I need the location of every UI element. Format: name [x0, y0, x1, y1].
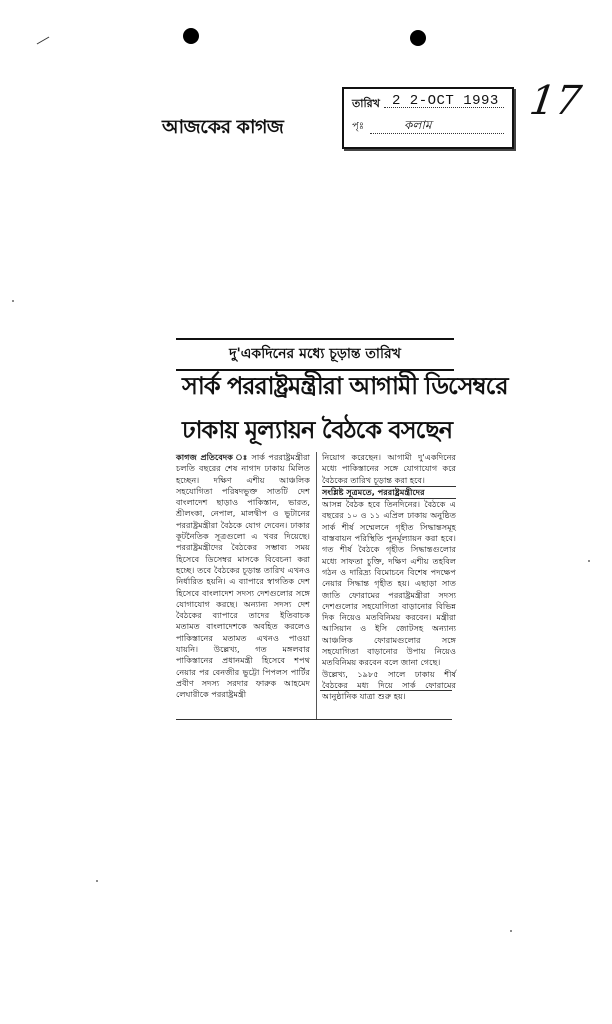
column-divider	[316, 452, 317, 720]
article-byline: কাগজ প্রতিবেদক ঃ	[176, 452, 249, 462]
article-column-2	[322, 452, 456, 702]
stamp-date-label: তারিখ	[352, 97, 380, 110]
pen-mark	[37, 37, 50, 45]
punch-hole-left	[183, 28, 199, 44]
article-kicker: দু'একদিনের মধ্যে চূড়ান্ত তারিখ	[176, 338, 454, 371]
stamp-column-label: কলাম	[404, 118, 432, 132]
stamp-page-label: পৃঃ	[352, 121, 365, 132]
punch-hole-right	[410, 30, 426, 46]
article-headline-line-2: ঢাকায় মূল্যায়ন বৈঠকে বসছেন	[182, 416, 453, 444]
article-headline-line-1: সার্ক পররাষ্ট্রমন্ত্রীরা আগামী ডিসেম্বরে	[182, 372, 508, 400]
article-column-2-body: আসন্ন বৈঠক হবে তিনদিনের। বৈঠকে এ বছরের ১০ ও ১১ এপ্রিল ঢাকায় অনুষ্ঠিত সার্ক শীর্ষ সম্মেলনে গৃহীত সিদ্ধান্তসমূহ বাস্তবায়ন পরিস্থিতি পুনর্মূল্যায়ন করা হবে। গত শীর্ষ বৈঠকে গৃহীত সিদ্ধান্তগুলোর মধ্যে সাফতা চুক্তি, দক্ষিণ এশীয় তহবিল গঠন ও দারিদ্র্য বিমোচনে বিশেষ পদক্ষেপ নেয়ার সিদ্ধান্ত গৃহীত হয়। এছাড়া সাত জাতি ফোরামের পররাষ্ট্রমন্ত্রীরা সদস্য দেশগুলোর সহযোগিতা বাড়ানোর বিভিন্ন দিক নিয়েও মতবিনিময় করবেন। মন্ত্রীরা আসিয়ান ও ইসি জোটসহ অন্যান্য আঞ্চলিক ফোরামগুলোর সঙ্গে সহযোগিতা বাড়ানোর উপায় নিয়েও মতবিনিময় করবেন বলে জানা গেছে।	[322, 499, 456, 668]
article-bottom-rule	[176, 719, 452, 720]
stamp-date: 2 2-OCT 1993	[392, 93, 499, 109]
article-column-2-close: উল্লেখ্য, ১৯৮৫ সালে ঢাকায় শীর্ষ বৈঠকের মধ্য দিয়ে সার্ক ফোরামের আনুষ্ঠানিক যাত্রা শুরু হয়।	[322, 668, 456, 702]
newspaper-source-name: আজকের কাগজ	[162, 116, 284, 138]
article-column-2-bottom-rule	[320, 690, 452, 691]
article-column-2-lead: নিয়োগ করেছেন। আগামী দু'একদিনের মধ্যে পাকিস্তানের সঙ্গে যোগাযোগ করে বৈঠকের তারিখ চূড়ান্ত করা হবে।	[322, 452, 456, 485]
handwritten-page-number: 17	[526, 78, 585, 124]
article-column-2-subhead: সংশ্লিষ্ট সূত্রমতে, পররাষ্ট্রমন্ত্রীদের	[322, 486, 456, 499]
article-column-1	[176, 452, 310, 720]
date-stamp	[342, 87, 514, 149]
article-column-1-text: সার্ক পররাষ্ট্রমন্ত্রীরা চলতি বছরের শেষ নাগাদ ঢাকায় মিলিত হচ্ছেন। দক্ষিণ এশীয় আঞ্চলিক সহযোগিতা পরিষদভুক্ত সাতটি দেশ বাংলাদেশ ছাড়াও পাকিস্তান, ভারত, শ্রীলংকা, নেপাল, মালদ্বীপ ও ভুটানের পররাষ্ট্রমন্ত্রীরা বৈঠকে যোগ দেবেন। ঢাকার কূটনৈতিক সূত্রগুলো এ খবর দিয়েছে। পররাষ্ট্রমন্ত্রীদের বৈঠকের সম্ভাব্য সময় হিসেবে ডিসেম্বর মাসকে বিবেচনা করা হচ্ছে। তবে বৈঠকের চূড়ান্ত তারিখ এখনও নির্ধারিত হয়নি। এ ব্যাপারে স্বাগতিক দেশ হিসেবে বাংলাদেশ সদস্য দেশগুলোর সঙ্গে যোগাযোগ করছে। অন্যান্য সদস্য দেশ বৈঠকের ব্যাপারে তাদের ইতিবাচক মতামত বাংলাদেশকে অবহিত করলেও পাকিস্তানের মতামত এখনও পাওয়া যায়নি। উল্লেখ্য, গত মঙ্গলবার পাকিস্তানের প্রধানমন্ত্রী হিসেবে শপথ নেয়ার পর বেনজীর ভুট্টো পিপলস পার্টির প্রবীণ সদস্য সরদার ফারুক আহমেদ লেঘারীকে পররাষ্ট্রমন্ত্রী	[176, 452, 310, 700]
